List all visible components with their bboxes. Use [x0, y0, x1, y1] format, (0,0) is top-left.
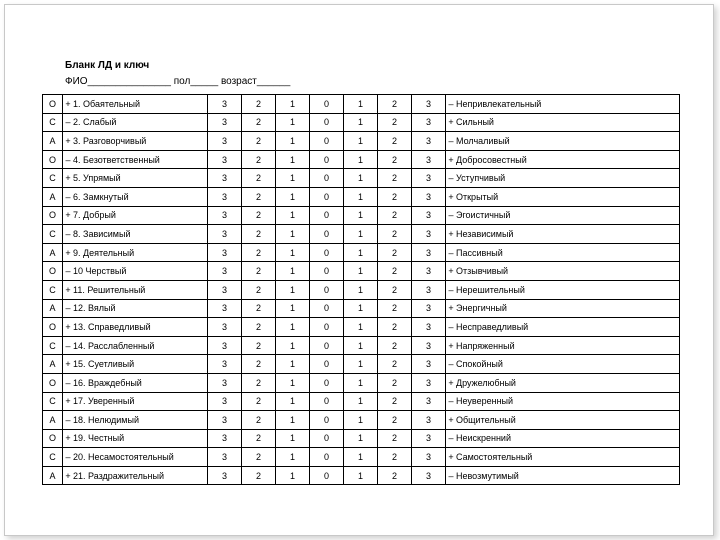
left-trait: 13. Справедливый [73, 318, 208, 337]
right-trait: Молчаливый [456, 132, 680, 151]
scale-letter: О [43, 429, 63, 448]
rating-value: 3 [208, 225, 242, 244]
rating-value: 1 [344, 169, 378, 188]
rating-value: 3 [412, 429, 446, 448]
rating-value: 1 [344, 466, 378, 485]
rating-value: 1 [344, 187, 378, 206]
rating-value: 3 [412, 150, 446, 169]
rating-value: 1 [276, 225, 310, 244]
scale-letter: А [43, 355, 63, 374]
rating-value: 2 [242, 448, 276, 467]
form-title: Бланк ЛД и ключ [65, 60, 150, 71]
left-key-sign: – [63, 448, 74, 467]
rating-value: 0 [310, 262, 344, 281]
form-header [65, 58, 290, 90]
rating-value: 3 [208, 448, 242, 467]
rating-value: 3 [412, 448, 446, 467]
table-row [43, 429, 680, 448]
left-key-sign: – [63, 150, 74, 169]
rating-value: 1 [344, 150, 378, 169]
left-trait: 8. Зависимый [73, 225, 208, 244]
right-key-sign: + [446, 411, 457, 430]
right-trait: Сильный [456, 113, 680, 132]
table-row [43, 355, 680, 374]
rating-value: 2 [378, 169, 412, 188]
rating-value: 0 [310, 466, 344, 485]
rating-value: 1 [276, 392, 310, 411]
rating-value: 3 [208, 95, 242, 114]
scale-letter: С [43, 113, 63, 132]
rating-value: 2 [242, 429, 276, 448]
rating-value: 2 [378, 225, 412, 244]
table-row [43, 392, 680, 411]
rating-value: 0 [310, 169, 344, 188]
rating-value: 1 [276, 113, 310, 132]
left-trait: 16. Враждебный [73, 373, 208, 392]
right-trait: Напряженный [456, 336, 680, 355]
rating-value: 3 [412, 373, 446, 392]
rating-value: 2 [242, 243, 276, 262]
left-trait: 18. Нелюдимый [73, 411, 208, 430]
table-row [43, 150, 680, 169]
rating-value: 0 [310, 373, 344, 392]
left-trait: 14. Расслабленный [73, 336, 208, 355]
questionnaire-table-body [43, 95, 680, 485]
rating-value: 2 [242, 336, 276, 355]
rating-value: 3 [412, 225, 446, 244]
left-key-sign: + [63, 95, 74, 114]
table-row [43, 262, 680, 281]
left-trait: 19. Честный [73, 429, 208, 448]
scale-letter: О [43, 373, 63, 392]
left-key-sign: – [63, 373, 74, 392]
rating-value: 0 [310, 280, 344, 299]
right-key-sign: + [446, 448, 457, 467]
rating-value: 0 [310, 318, 344, 337]
rating-value: 1 [276, 466, 310, 485]
rating-value: 1 [344, 243, 378, 262]
rating-value: 2 [242, 373, 276, 392]
rating-value: 2 [378, 280, 412, 299]
rating-value: 2 [378, 466, 412, 485]
rating-value: 2 [378, 243, 412, 262]
right-key-sign: – [446, 95, 457, 114]
rating-value: 3 [208, 392, 242, 411]
rating-value: 0 [310, 225, 344, 244]
right-trait: Уступчивый [456, 169, 680, 188]
rating-value: 0 [310, 336, 344, 355]
scale-letter: С [43, 392, 63, 411]
rating-value: 1 [344, 262, 378, 281]
rating-value: 0 [310, 429, 344, 448]
right-trait: Неискренний [456, 429, 680, 448]
rating-value: 3 [412, 299, 446, 318]
rating-value: 3 [208, 336, 242, 355]
left-trait: 21. Раздражительный [73, 466, 208, 485]
left-trait: 6. Замкнутый [73, 187, 208, 206]
scale-letter: А [43, 411, 63, 430]
table-row [43, 318, 680, 337]
left-trait: 10 Черствый [73, 262, 208, 281]
table-row [43, 373, 680, 392]
rating-value: 0 [310, 411, 344, 430]
rating-value: 0 [310, 113, 344, 132]
rating-value: 1 [344, 448, 378, 467]
right-trait: Несправедливый [456, 318, 680, 337]
left-trait: 15. Суетливый [73, 355, 208, 374]
right-key-sign: – [446, 466, 457, 485]
rating-value: 1 [276, 318, 310, 337]
scale-letter: О [43, 318, 63, 337]
scale-letter: А [43, 187, 63, 206]
left-trait: 9. Деятельный [73, 243, 208, 262]
rating-value: 2 [378, 429, 412, 448]
left-trait: 1. Обаятельный [73, 95, 208, 114]
table-row [43, 466, 680, 485]
rating-value: 2 [242, 299, 276, 318]
rating-value: 1 [344, 355, 378, 374]
rating-value: 2 [378, 318, 412, 337]
rating-value: 3 [412, 392, 446, 411]
rating-value: 0 [310, 95, 344, 114]
rating-value: 3 [412, 466, 446, 485]
rating-value: 1 [344, 280, 378, 299]
left-key-sign: – [63, 336, 74, 355]
table-row [43, 187, 680, 206]
left-trait: 5. Упрямый [73, 169, 208, 188]
right-key-sign: + [446, 225, 457, 244]
rating-value: 3 [208, 187, 242, 206]
rating-value: 1 [276, 448, 310, 467]
rating-value: 2 [242, 318, 276, 337]
rating-value: 1 [344, 113, 378, 132]
scale-letter: С [43, 169, 63, 188]
rating-value: 2 [378, 355, 412, 374]
rating-value: 2 [242, 392, 276, 411]
rating-value: 3 [412, 318, 446, 337]
table-row [43, 113, 680, 132]
right-trait: Пассивный [456, 243, 680, 262]
rating-value: 0 [310, 448, 344, 467]
scale-letter: О [43, 150, 63, 169]
rating-value: 3 [208, 169, 242, 188]
rating-value: 3 [412, 187, 446, 206]
rating-value: 3 [412, 95, 446, 114]
rating-value: 2 [378, 373, 412, 392]
right-trait: Эгоистичный [456, 206, 680, 225]
rating-value: 2 [242, 262, 276, 281]
rating-value: 1 [276, 150, 310, 169]
rating-value: 2 [242, 411, 276, 430]
rating-value: 0 [310, 187, 344, 206]
rating-value: 1 [276, 280, 310, 299]
table-row [43, 280, 680, 299]
right-trait: Самостоятельный [456, 448, 680, 467]
table-row [43, 299, 680, 318]
right-trait: Открытый [456, 187, 680, 206]
rating-value: 2 [242, 206, 276, 225]
right-trait: Непривлекательный [456, 95, 680, 114]
left-key-sign: + [63, 429, 74, 448]
rating-value: 2 [242, 95, 276, 114]
rating-value: 3 [208, 355, 242, 374]
left-key-sign: – [63, 262, 74, 281]
rating-value: 3 [412, 262, 446, 281]
rating-value: 3 [208, 466, 242, 485]
rating-value: 3 [412, 336, 446, 355]
table-row [43, 411, 680, 430]
right-key-sign: – [446, 206, 457, 225]
rating-value: 2 [242, 355, 276, 374]
rating-value: 1 [276, 187, 310, 206]
rating-value: 0 [310, 132, 344, 151]
left-trait: 20. Несамостоятельный [73, 448, 208, 467]
rating-value: 0 [310, 206, 344, 225]
rating-value: 1 [276, 169, 310, 188]
rating-value: 1 [276, 299, 310, 318]
rating-value: 1 [276, 336, 310, 355]
right-trait: Дружелюбный [456, 373, 680, 392]
rating-value: 3 [208, 318, 242, 337]
rating-value: 2 [378, 113, 412, 132]
scale-letter: А [43, 132, 63, 151]
table-row [43, 448, 680, 467]
rating-value: 0 [310, 150, 344, 169]
rating-value: 1 [344, 411, 378, 430]
left-key-sign: + [63, 392, 74, 411]
rating-value: 1 [344, 336, 378, 355]
scale-letter: А [43, 466, 63, 485]
scale-letter: О [43, 95, 63, 114]
rating-value: 1 [276, 373, 310, 392]
right-trait: Энергичный [456, 299, 680, 318]
rating-value: 3 [208, 411, 242, 430]
rating-value: 0 [310, 355, 344, 374]
right-key-sign: – [446, 392, 457, 411]
rating-value: 2 [378, 262, 412, 281]
rating-value: 2 [242, 466, 276, 485]
rating-value: 3 [208, 206, 242, 225]
right-key-sign: – [446, 243, 457, 262]
table-row [43, 225, 680, 244]
scale-letter: А [43, 299, 63, 318]
rating-value: 1 [344, 392, 378, 411]
rating-value: 2 [378, 336, 412, 355]
right-trait: Нерешительный [456, 280, 680, 299]
right-key-sign: – [446, 280, 457, 299]
right-trait: Спокойный [456, 355, 680, 374]
rating-value: 3 [412, 132, 446, 151]
scale-letter: А [43, 243, 63, 262]
table-row [43, 243, 680, 262]
right-trait: Добросовестный [456, 150, 680, 169]
rating-value: 3 [208, 150, 242, 169]
left-trait: 2. Слабый [73, 113, 208, 132]
right-key-sign: + [446, 262, 457, 281]
left-key-sign: – [63, 299, 74, 318]
rating-value: 1 [276, 243, 310, 262]
left-key-sign: + [63, 243, 74, 262]
left-trait: 17. Уверенный [73, 392, 208, 411]
rating-value: 2 [242, 225, 276, 244]
table-row [43, 336, 680, 355]
rating-value: 1 [344, 206, 378, 225]
scale-letter: С [43, 225, 63, 244]
left-trait: 7. Добрый [73, 206, 208, 225]
left-key-sign: + [63, 132, 74, 151]
right-key-sign: + [446, 113, 457, 132]
left-key-sign: + [63, 206, 74, 225]
left-key-sign: + [63, 466, 74, 485]
rating-value: 2 [378, 187, 412, 206]
rating-value: 3 [208, 113, 242, 132]
scale-letter: О [43, 262, 63, 281]
rating-value: 3 [412, 243, 446, 262]
rating-value: 2 [242, 132, 276, 151]
rating-value: 2 [378, 411, 412, 430]
rating-value: 1 [344, 225, 378, 244]
left-key-sign: + [63, 318, 74, 337]
table-row [43, 95, 680, 114]
rating-value: 3 [208, 262, 242, 281]
right-key-sign: + [446, 336, 457, 355]
rating-value: 1 [276, 411, 310, 430]
rating-value: 3 [412, 355, 446, 374]
scale-letter: О [43, 206, 63, 225]
right-key-sign: + [446, 150, 457, 169]
rating-value: 2 [242, 280, 276, 299]
rating-value: 1 [344, 373, 378, 392]
rating-value: 0 [310, 299, 344, 318]
right-trait: Неуверенный [456, 392, 680, 411]
rating-value: 1 [276, 206, 310, 225]
left-key-sign: – [63, 113, 74, 132]
rating-value: 0 [310, 243, 344, 262]
rating-value: 2 [378, 150, 412, 169]
right-trait: Невозмутимый [456, 466, 680, 485]
left-key-sign: + [63, 355, 74, 374]
rating-value: 3 [208, 132, 242, 151]
table-row [43, 132, 680, 151]
rating-value: 1 [276, 132, 310, 151]
rating-value: 1 [276, 355, 310, 374]
rating-value: 2 [378, 392, 412, 411]
left-trait: 12. Вялый [73, 299, 208, 318]
rating-value: 2 [378, 206, 412, 225]
left-key-sign: + [63, 280, 74, 299]
scale-letter: С [43, 448, 63, 467]
rating-value: 3 [208, 429, 242, 448]
left-key-sign: – [63, 187, 74, 206]
left-key-sign: + [63, 169, 74, 188]
rating-value: 2 [378, 299, 412, 318]
rating-value: 1 [344, 318, 378, 337]
rating-value: 1 [276, 95, 310, 114]
rating-value: 2 [378, 448, 412, 467]
rating-value: 2 [242, 187, 276, 206]
rating-value: 2 [242, 150, 276, 169]
rating-value: 3 [208, 373, 242, 392]
right-trait: Отзывчивый [456, 262, 680, 281]
left-trait: 4. Безответственный [73, 150, 208, 169]
rating-value: 2 [378, 132, 412, 151]
table-row [43, 169, 680, 188]
right-trait: Независимый [456, 225, 680, 244]
rating-value: 3 [412, 411, 446, 430]
left-trait: 11. Решительный [73, 280, 208, 299]
rating-value: 2 [378, 95, 412, 114]
rating-value: 1 [276, 429, 310, 448]
rating-value: 3 [412, 113, 446, 132]
rating-value: 1 [344, 299, 378, 318]
right-key-sign: + [446, 373, 457, 392]
rating-value: 3 [208, 243, 242, 262]
right-key-sign: + [446, 187, 457, 206]
rating-value: 2 [242, 113, 276, 132]
rating-value: 1 [344, 95, 378, 114]
scale-letter: С [43, 336, 63, 355]
scale-letter: С [43, 280, 63, 299]
right-key-sign: – [446, 318, 457, 337]
rating-value: 3 [412, 280, 446, 299]
rating-value: 1 [344, 429, 378, 448]
right-key-sign: – [446, 132, 457, 151]
rating-value: 3 [208, 280, 242, 299]
right-key-sign: – [446, 429, 457, 448]
rating-value: 3 [412, 206, 446, 225]
right-trait: Общительный [456, 411, 680, 430]
right-key-sign: – [446, 355, 457, 374]
rating-value: 0 [310, 392, 344, 411]
rating-value: 2 [242, 169, 276, 188]
rating-value: 1 [276, 262, 310, 281]
left-key-sign: – [63, 411, 74, 430]
left-trait: 3. Разговорчивый [73, 132, 208, 151]
rating-value: 1 [344, 132, 378, 151]
rating-value: 3 [412, 169, 446, 188]
rating-value: 3 [208, 299, 242, 318]
form-fields-line: ФИО_______________ пол_____ возраст______ [65, 76, 291, 87]
table-row [43, 206, 680, 225]
right-key-sign: + [446, 299, 457, 318]
questionnaire-table [42, 94, 680, 485]
left-key-sign: – [63, 225, 74, 244]
right-key-sign: – [446, 169, 457, 188]
